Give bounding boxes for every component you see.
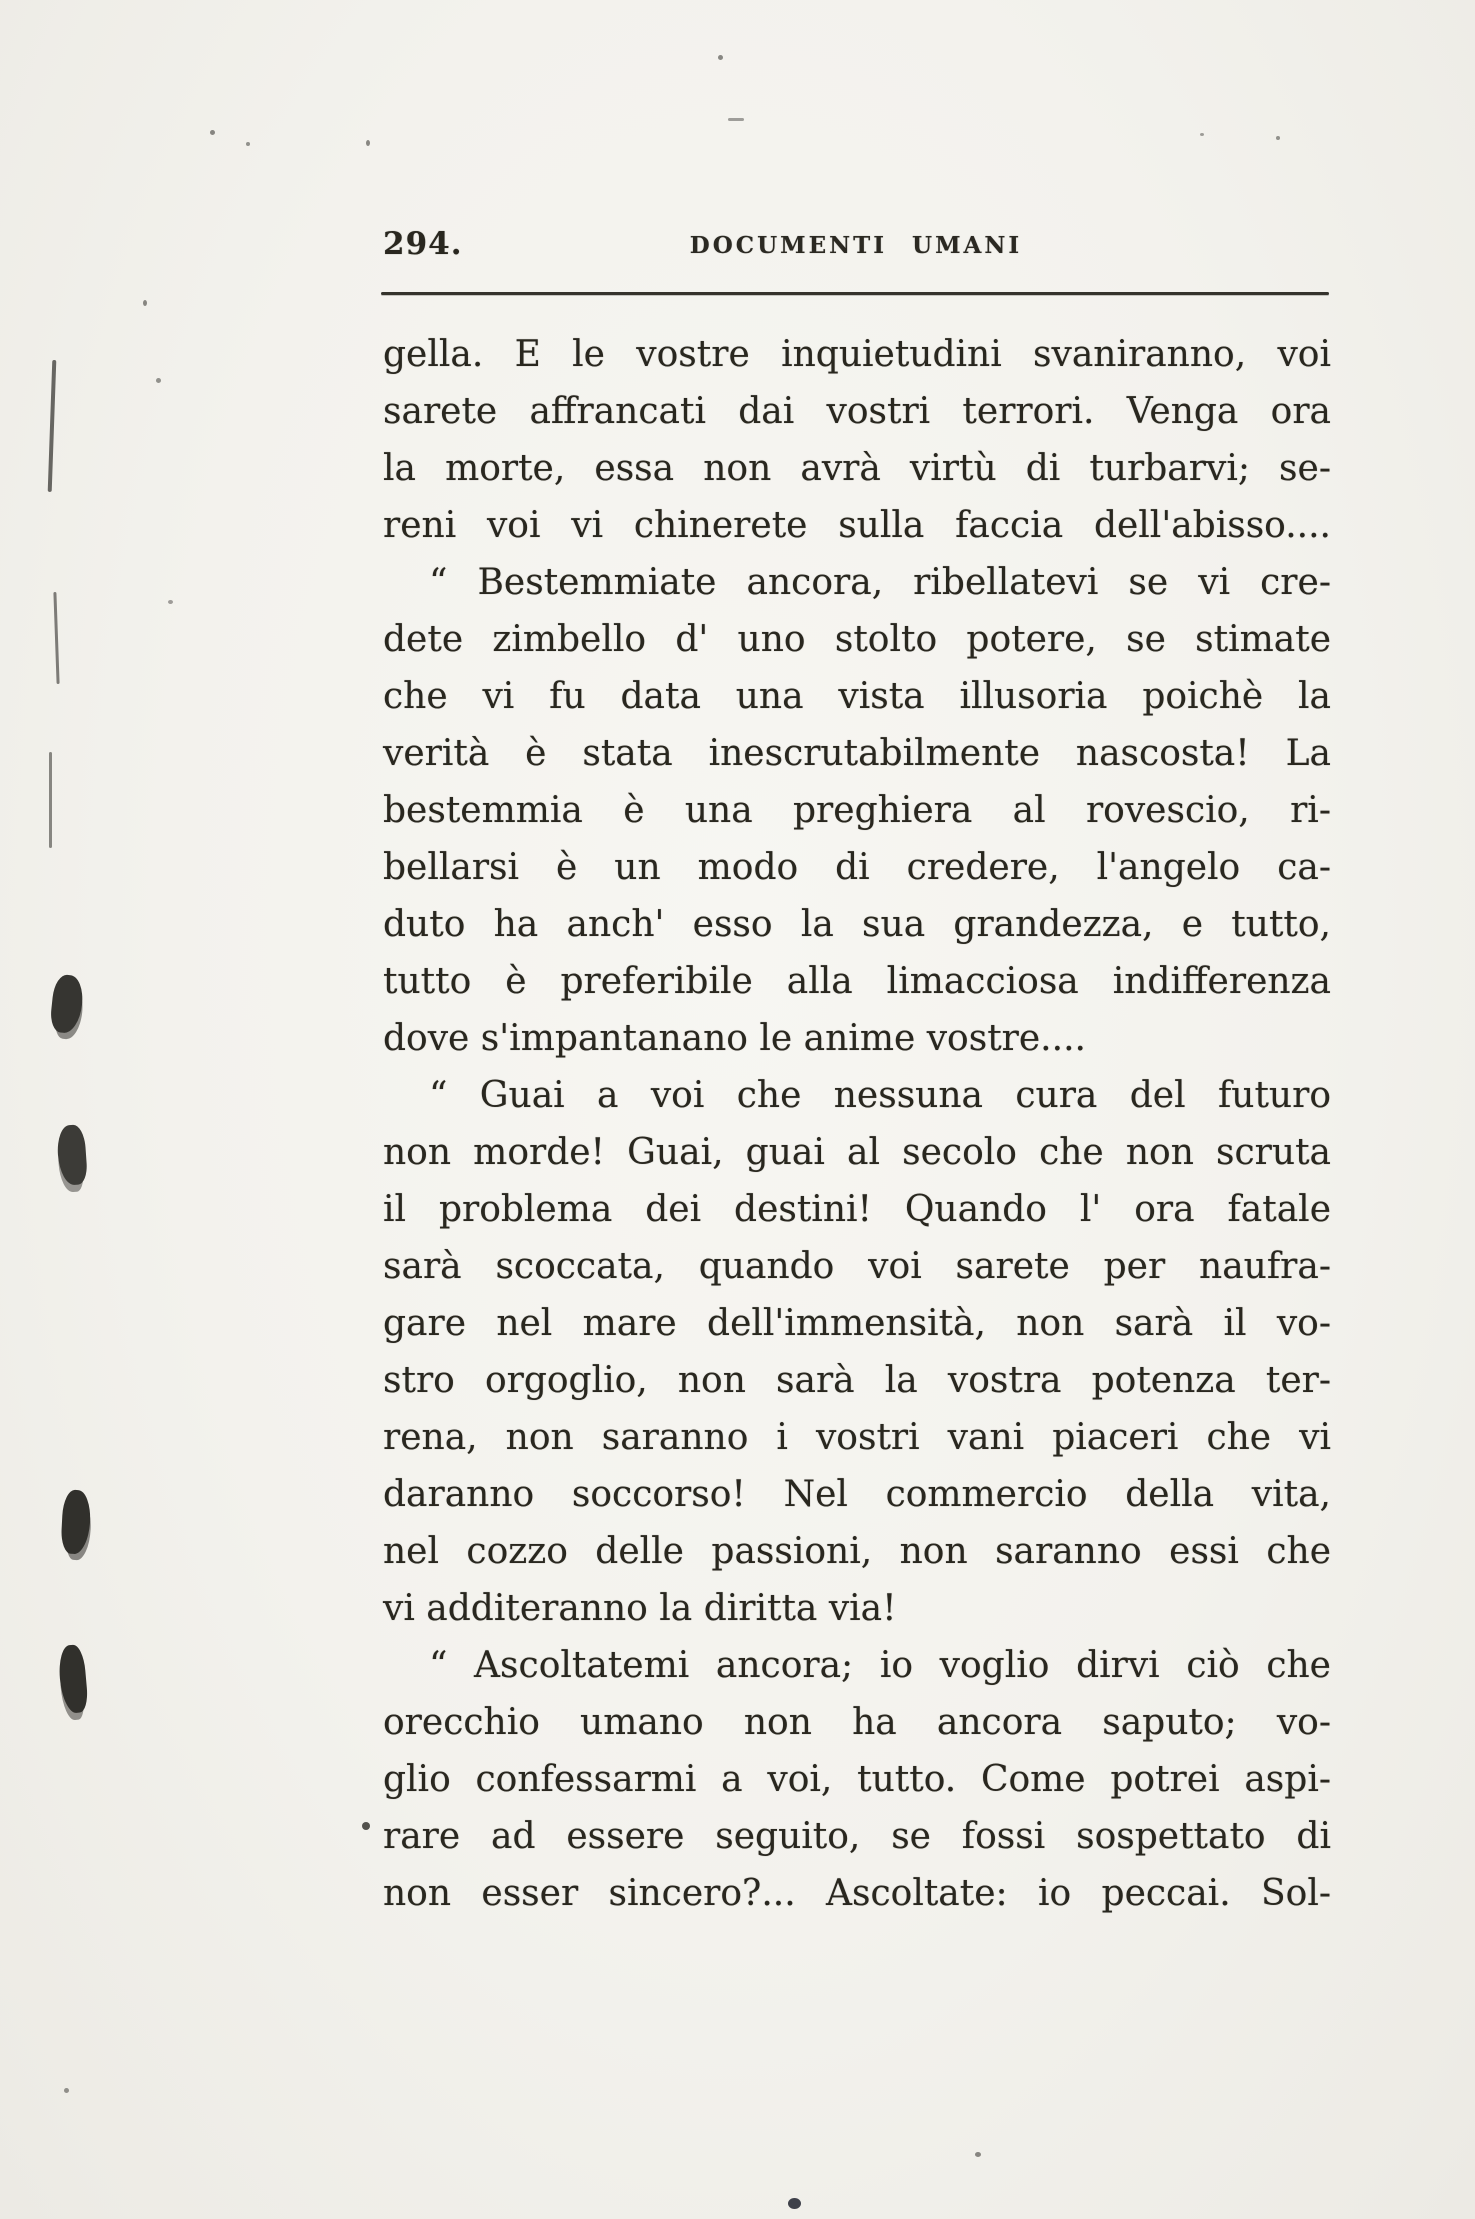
text-line: nel cozzo delle passioni, non saranno essi che xyxy=(383,1531,1331,1572)
text-line: reni voi vi chinerete sulla faccia dell'abisso.... xyxy=(383,505,1331,546)
running-head xyxy=(383,224,1329,268)
text-line: non morde! Guai, guai al secolo che non scruta xyxy=(383,1132,1331,1173)
scan-artifact xyxy=(56,1124,88,1186)
scan-artifact xyxy=(48,360,57,492)
text-line: gella. E le vostre inquietudini svaniranno, voi xyxy=(383,334,1331,375)
scan-artifact xyxy=(49,752,52,848)
scan-artifact xyxy=(246,142,250,146)
page-body xyxy=(383,326,1331,1922)
text-line: sarete affrancati dai vostri terrori. Venga ora xyxy=(383,391,1331,432)
scan-artifact xyxy=(143,300,147,306)
scan-artifact xyxy=(53,592,59,684)
text-line: bestemmia è una preghiera al rovescio, ri- xyxy=(383,790,1331,831)
text-line: rare ad essere seguito, se fossi sospettato di xyxy=(383,1816,1331,1857)
text-line: rena, non saranno i vostri vani piaceri che vi xyxy=(383,1417,1331,1458)
text-line: tutto è preferibile alla limacciosa indifferenza xyxy=(383,961,1331,1002)
scan-artifact xyxy=(168,600,173,604)
scan-artifact xyxy=(1276,136,1280,140)
text-line: bellarsi è un modo di credere, l'angelo ca- xyxy=(383,847,1331,888)
scan-artifact xyxy=(156,378,161,383)
text-line: glio confessarmi a voi, tutto. Come potrei aspi- xyxy=(383,1759,1331,1800)
scan-artifact xyxy=(788,2198,801,2209)
text-line: dete zimbello d' uno stolto potere, se stimate xyxy=(383,619,1331,660)
text-line: la morte, essa non avrà virtù di turbarvi; se- xyxy=(383,448,1331,489)
page-number: 294. xyxy=(383,226,463,262)
scan-artifact xyxy=(718,55,723,60)
text-line: “ Bestemmiate ancora, ribellatevi se vi cre- xyxy=(429,562,1331,603)
scan-artifact xyxy=(362,1822,370,1830)
text-line: verità è stata inescrutabilmente nascosta! La xyxy=(383,733,1331,774)
scan-artifact xyxy=(60,1489,91,1554)
scan-artifact xyxy=(728,118,744,121)
scan-artifact xyxy=(366,140,370,146)
scan-artifact xyxy=(1200,133,1204,136)
scan-artifact xyxy=(210,130,215,135)
text-line: il problema dei destini! Quando l' ora fatale xyxy=(383,1189,1331,1230)
scan-artifact xyxy=(975,2152,981,2157)
text-line: dove s'impantanano le anime vostre.... xyxy=(383,1018,1086,1059)
text-line: duto ha anch' esso la sua grandezza, e tutto, xyxy=(383,904,1331,945)
text-line: “ Guai a voi che nessuna cura del futuro xyxy=(429,1075,1331,1116)
text-line: che vi fu data una vista illusoria poichè la xyxy=(383,676,1331,717)
text-line: “ Ascoltatemi ancora; io voglio dirvi ciò che xyxy=(429,1645,1331,1686)
scan-artifact xyxy=(57,1644,89,1714)
header-rule xyxy=(381,292,1329,295)
text-line: daranno soccorso! Nel commercio della vita, xyxy=(383,1474,1331,1515)
text-line: stro orgoglio, non sarà la vostra potenza ter- xyxy=(383,1360,1331,1401)
text-line: sarà scoccata, quando voi sarete per naufra- xyxy=(383,1246,1331,1287)
text-line: non esser sincero?... Ascoltate: io peccai. Sol- xyxy=(383,1873,1331,1914)
scan-artifact xyxy=(49,974,85,1035)
text-line: orecchio umano non ha ancora saputo; vo- xyxy=(383,1702,1331,1743)
scan-artifact xyxy=(64,2088,69,2093)
text-line: vi additeranno la diritta via! xyxy=(383,1588,897,1629)
running-header-title: DOCUMENTI UMANI xyxy=(689,232,1023,259)
text-line: gare nel mare dell'immensità, non sarà il vo- xyxy=(383,1303,1331,1344)
